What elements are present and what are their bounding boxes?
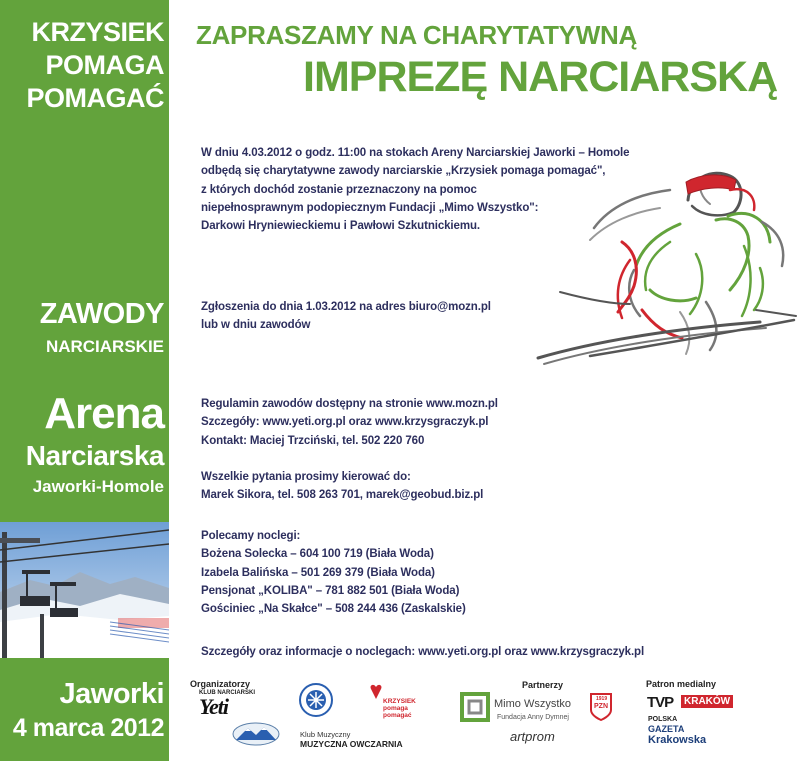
headline-line-2: IMPREZĘ NARCIARSKĄ [303, 53, 778, 101]
details-text: Szczegóły oraz informacje o noclegach: www.yeti.org.pl oraz www.krzysgraczyk.pl [201, 646, 645, 658]
zawody-label: ZAWODY [39, 298, 164, 330]
partners-label: Partnerzy [522, 680, 564, 690]
sidebar [0, 0, 169, 761]
mimo-wszystko-logo: Mimo Wszystko Fundacja Anny Dymnej [460, 690, 580, 726]
lodging-list: Polecamy noclegi: Bożena Solecka – 604 100 719 (Biała Woda) Izabela Balińska – 501 269 379 (Biała Woda) Pensjonat „KOLIBA" – 781 882 501 (Biała Woda) Gościniec „Na Skałce" – 508 244 436 (Zaskalskie) [201, 530, 466, 616]
narciarska-label: Narciarska [25, 440, 164, 471]
pzn-logo: 1919 PZN [590, 693, 612, 721]
venue-label: Jaworki [59, 678, 164, 710]
intro-text: W dniu 4.03.2012 o godz. 11:00 na stokach Areny Narciarskiej Jaworki – Homole odbędą się charytatywne zawody narciarskie „Krzysiek pomaga pomagać", z których dochód zostanie przeznaczony na pomoc niepełnosprawnym podopiecznym Fundacji „Mimo Wszystko": Darkowi Hryniewieckiemu i Pawłowi Szkutnickiemu. [201, 147, 630, 233]
registration-text: Zgłoszenia do dnia 1.03.2012 na adres biuro@mozn.pl lub w dniu zawodów [201, 301, 491, 332]
narciarskie-label: NARCIARSKIE [45, 337, 164, 356]
media-patron-label: Patron medialny [646, 679, 717, 689]
arena-narciarska-logo [232, 722, 280, 746]
tvp-krakow-logo: TVP KRAKÓW [647, 694, 737, 710]
headline-line-1: ZAPRASZAMY NA CHARYTATYWNĄ [196, 20, 637, 50]
artprom-logo: artprom [510, 729, 555, 744]
gazeta-krakowska-logo: POLSKA GAZETA Krakowska [648, 716, 707, 746]
muzyczna-owczarnia-logo: Klub Muzyczny MUZYCZNA OWCZARNIA [300, 730, 403, 749]
krzysiek-pomaga-logo: KRZYSIEK pomaga pomagać [365, 684, 425, 724]
rules-text: Regulamin zawodów dostępny na stronie www.mozn.pl Szczegóły: www.yeti.org.pl oraz www.krzysgraczyk.pl Kontakt: Maciej Trzciński, tel. 502 220 760 [201, 398, 498, 447]
ski-club-emblem [299, 683, 333, 717]
yeti-logo: KLUB NARCIARSKI Yeti [199, 690, 255, 719]
location-label: Jaworki-Homole [32, 477, 164, 496]
ski-lift-photo [0, 522, 169, 658]
questions-text: Wszelkie pytania prosimy kierować do: Marek Sikora, tel. 508 263 701, marek@geobud.biz.pl [201, 471, 484, 502]
event-name: KRZYSIEK POMAGA POMAGAĆ [26, 17, 164, 113]
event-date: 4 marca 2012 [12, 714, 164, 742]
arena-label: Arena [44, 389, 164, 438]
organizers-label: Organizatorzy [190, 679, 251, 689]
